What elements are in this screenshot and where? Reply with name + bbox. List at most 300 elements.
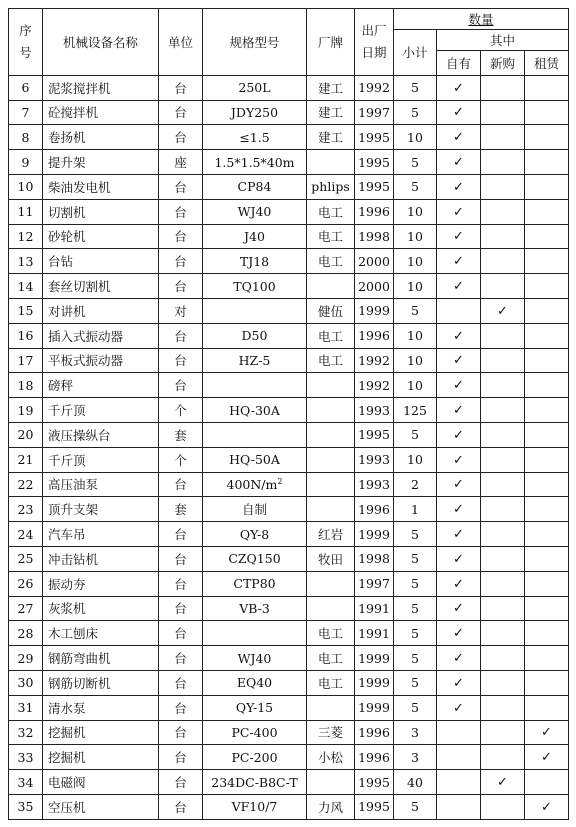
cell-qty: 10 <box>394 348 437 373</box>
cell-name: 泥浆搅拌机 <box>43 75 159 100</box>
header-new-purchase: 新购 <box>481 51 525 76</box>
header-owned: 自有 <box>437 51 481 76</box>
cell-name: 汽车吊 <box>43 522 159 547</box>
cell-new-purchase <box>481 497 525 522</box>
cell-name: 钢筋弯曲机 <box>43 646 159 671</box>
cell-owned <box>437 695 481 720</box>
cell-no: 29 <box>9 646 43 671</box>
cell-new-purchase <box>481 794 525 819</box>
cell-leased <box>525 174 569 199</box>
cell-no: 20 <box>9 422 43 447</box>
cell-name: 对讲机 <box>43 298 159 323</box>
check-mark-icon: ✓ <box>453 403 464 419</box>
cell-new-purchase <box>481 75 525 100</box>
cell-owned <box>437 274 481 299</box>
cell-new-purchase <box>481 447 525 472</box>
cell-year: 2000 <box>355 274 394 299</box>
cell-new-purchase <box>481 174 525 199</box>
cell-year: 1995 <box>355 125 394 150</box>
cell-qty: 10 <box>394 249 437 274</box>
cell-owned <box>437 174 481 199</box>
cell-leased <box>525 472 569 497</box>
cell-year: 1999 <box>355 298 394 323</box>
cell-year: 1992 <box>355 348 394 373</box>
cell-owned <box>437 373 481 398</box>
cell-year: 1998 <box>355 224 394 249</box>
table-row <box>9 794 569 819</box>
cell-leased <box>525 373 569 398</box>
cell-unit: 台 <box>159 174 203 199</box>
cell-brand: 电工 <box>307 621 355 646</box>
cell-year: 1993 <box>355 447 394 472</box>
cell-unit: 台 <box>159 695 203 720</box>
cell-qty: 10 <box>394 274 437 299</box>
table-row <box>9 323 569 348</box>
cell-model: ≤1.5 <box>203 125 307 150</box>
cell-brand: 健伍 <box>307 298 355 323</box>
cell-no: 34 <box>9 770 43 795</box>
cell-new-purchase <box>481 100 525 125</box>
cell-year: 1991 <box>355 621 394 646</box>
cell-leased <box>525 398 569 423</box>
cell-new-purchase <box>481 646 525 671</box>
cell-qty: 3 <box>394 745 437 770</box>
cell-brand <box>307 398 355 423</box>
cell-no: 33 <box>9 745 43 770</box>
table-row <box>9 199 569 224</box>
cell-year: 1995 <box>355 770 394 795</box>
check-mark-icon: ✓ <box>541 750 552 766</box>
cell-year: 1997 <box>355 571 394 596</box>
cell-no: 35 <box>9 794 43 819</box>
cell-year: 1996 <box>355 497 394 522</box>
check-mark-icon: ✓ <box>497 303 508 319</box>
check-mark-icon: ✓ <box>453 130 464 146</box>
cell-no: 22 <box>9 472 43 497</box>
cell-unit: 个 <box>159 447 203 472</box>
cell-unit: 台 <box>159 720 203 745</box>
cell-new-purchase <box>481 720 525 745</box>
header-name: 机械设备名称 <box>43 9 159 76</box>
cell-brand: 建工 <box>307 125 355 150</box>
cell-owned <box>437 646 481 671</box>
cell-model: QY-8 <box>203 522 307 547</box>
cell-model <box>203 621 307 646</box>
cell-leased <box>525 125 569 150</box>
cell-unit: 台 <box>159 794 203 819</box>
cell-year: 1992 <box>355 373 394 398</box>
cell-new-purchase <box>481 249 525 274</box>
cell-model: 234DC-B8C-T <box>203 770 307 795</box>
cell-no: 26 <box>9 571 43 596</box>
cell-qty: 5 <box>394 422 437 447</box>
cell-model: HQ-30A <box>203 398 307 423</box>
table-row <box>9 571 569 596</box>
cell-year: 1992 <box>355 75 394 100</box>
header-model: 规格型号 <box>203 9 307 76</box>
cell-no: 16 <box>9 323 43 348</box>
header-subtotal: 小计 <box>394 30 437 76</box>
cell-brand: 小松 <box>307 745 355 770</box>
cell-model: WJ40 <box>203 646 307 671</box>
cell-model: D50 <box>203 323 307 348</box>
cell-new-purchase <box>481 199 525 224</box>
cell-new-purchase <box>481 373 525 398</box>
cell-no: 32 <box>9 720 43 745</box>
cell-leased <box>525 150 569 175</box>
table-row <box>9 249 569 274</box>
cell-brand: 电工 <box>307 348 355 373</box>
cell-brand: 建工 <box>307 75 355 100</box>
table-row <box>9 621 569 646</box>
cell-year: 1996 <box>355 720 394 745</box>
cell-new-purchase <box>481 472 525 497</box>
cell-leased <box>525 100 569 125</box>
cell-unit: 台 <box>159 348 203 373</box>
check-mark-icon: ✓ <box>453 626 464 642</box>
cell-owned <box>437 621 481 646</box>
cell-brand <box>307 373 355 398</box>
table-row <box>9 472 569 497</box>
cell-year: 1995 <box>355 174 394 199</box>
cell-year: 2000 <box>355 249 394 274</box>
cell-year: 1995 <box>355 422 394 447</box>
cell-year: 1999 <box>355 646 394 671</box>
cell-model: HQ-50A <box>203 447 307 472</box>
cell-owned <box>437 249 481 274</box>
cell-model: CTP80 <box>203 571 307 596</box>
cell-new-purchase <box>481 125 525 150</box>
table-row <box>9 546 569 571</box>
cell-model: J40 <box>203 224 307 249</box>
cell-name: 切割机 <box>43 199 159 224</box>
cell-new-purchase <box>481 695 525 720</box>
cell-leased <box>525 571 569 596</box>
cell-no: 17 <box>9 348 43 373</box>
cell-new-purchase <box>481 323 525 348</box>
header-qty: 数量 <box>394 9 569 30</box>
cell-name: 挖掘机 <box>43 720 159 745</box>
cell-name: 钢筋切断机 <box>43 670 159 695</box>
cell-leased <box>525 621 569 646</box>
model-superscript: 2 <box>277 476 283 486</box>
cell-qty: 10 <box>394 199 437 224</box>
table-row <box>9 274 569 299</box>
cell-unit: 个 <box>159 398 203 423</box>
cell-qty: 10 <box>394 447 437 472</box>
cell-brand <box>307 422 355 447</box>
cell-qty: 5 <box>394 522 437 547</box>
cell-owned <box>437 745 481 770</box>
table-row <box>9 150 569 175</box>
cell-qty: 5 <box>394 794 437 819</box>
cell-year: 1997 <box>355 100 394 125</box>
check-mark-icon: ✓ <box>497 775 508 790</box>
cell-model: VB-3 <box>203 596 307 621</box>
header-date: 出厂日期 <box>355 9 394 76</box>
cell-unit: 台 <box>159 621 203 646</box>
cell-brand <box>307 447 355 472</box>
cell-brand: 电工 <box>307 670 355 695</box>
cell-model: QY-15 <box>203 695 307 720</box>
cell-new-purchase <box>481 596 525 621</box>
cell-brand: 电工 <box>307 199 355 224</box>
cell-model <box>203 298 307 323</box>
check-mark-icon: ✓ <box>453 353 464 369</box>
table-row <box>9 646 569 671</box>
cell-leased <box>525 670 569 695</box>
cell-model: TJ18 <box>203 249 307 274</box>
cell-no: 13 <box>9 249 43 274</box>
cell-leased <box>525 274 569 299</box>
cell-leased <box>525 348 569 373</box>
cell-new-purchase <box>481 670 525 695</box>
cell-owned <box>437 794 481 819</box>
check-mark-icon: ✓ <box>453 279 464 295</box>
cell-leased <box>525 745 569 770</box>
cell-name: 柴油发电机 <box>43 174 159 199</box>
cell-qty: 10 <box>394 373 437 398</box>
cell-owned <box>437 150 481 175</box>
cell-unit: 台 <box>159 125 203 150</box>
cell-leased <box>525 720 569 745</box>
cell-owned <box>437 571 481 596</box>
cell-no: 27 <box>9 596 43 621</box>
cell-new-purchase <box>481 348 525 373</box>
cell-leased <box>525 75 569 100</box>
cell-brand: 力风 <box>307 794 355 819</box>
cell-model: HZ-5 <box>203 348 307 373</box>
cell-leased <box>525 794 569 819</box>
cell-no: 7 <box>9 100 43 125</box>
cell-name: 卷扬机 <box>43 125 159 150</box>
cell-year: 1993 <box>355 398 394 423</box>
cell-brand: 电工 <box>307 646 355 671</box>
cell-no: 9 <box>9 150 43 175</box>
cell-owned <box>437 447 481 472</box>
cell-year: 1995 <box>355 150 394 175</box>
cell-model: JDY250 <box>203 100 307 125</box>
cell-name: 提升架 <box>43 150 159 175</box>
cell-name: 清水泵 <box>43 695 159 720</box>
table-row <box>9 174 569 199</box>
cell-model <box>203 373 307 398</box>
cell-leased <box>525 422 569 447</box>
check-mark-icon: ✓ <box>453 675 464 691</box>
check-mark-icon: ✓ <box>453 502 464 518</box>
cell-new-purchase <box>481 546 525 571</box>
table-row <box>9 125 569 150</box>
cell-leased <box>525 770 569 795</box>
cell-owned <box>437 770 481 795</box>
cell-model: EQ40 <box>203 670 307 695</box>
cell-model <box>203 472 307 497</box>
cell-owned <box>437 125 481 150</box>
cell-name: 千斤顶 <box>43 447 159 472</box>
table-row <box>9 447 569 472</box>
check-mark-icon: ✓ <box>453 80 464 96</box>
cell-name: 挖掘机 <box>43 745 159 770</box>
cell-unit: 台 <box>159 224 203 249</box>
cell-name: 千斤顶 <box>43 398 159 423</box>
check-mark-icon: ✓ <box>453 651 464 667</box>
cell-model: CP84 <box>203 174 307 199</box>
cell-leased <box>525 199 569 224</box>
check-mark-icon: ✓ <box>453 155 464 171</box>
cell-no: 31 <box>9 695 43 720</box>
cell-no: 21 <box>9 447 43 472</box>
cell-no: 14 <box>9 274 43 299</box>
cell-owned <box>437 670 481 695</box>
cell-no: 19 <box>9 398 43 423</box>
cell-owned <box>437 100 481 125</box>
cell-unit: 台 <box>159 596 203 621</box>
check-mark-icon: ✓ <box>453 527 464 543</box>
table-header <box>9 9 569 76</box>
cell-new-purchase <box>481 571 525 596</box>
check-mark-icon: ✓ <box>453 204 464 220</box>
table-row <box>9 745 569 770</box>
cell-no: 23 <box>9 497 43 522</box>
equipment-table <box>8 8 569 820</box>
check-mark-icon: ✓ <box>453 477 464 493</box>
cell-brand: 红岩 <box>307 522 355 547</box>
cell-no: 10 <box>9 174 43 199</box>
cell-qty: 10 <box>394 125 437 150</box>
cell-model: PC-400 <box>203 720 307 745</box>
cell-model <box>203 422 307 447</box>
check-mark-icon: ✓ <box>453 700 464 716</box>
cell-owned <box>437 472 481 497</box>
cell-new-purchase <box>481 745 525 770</box>
cell-name: 液压操纵台 <box>43 422 159 447</box>
cell-brand <box>307 497 355 522</box>
cell-leased <box>525 323 569 348</box>
cell-leased <box>525 447 569 472</box>
table-row <box>9 373 569 398</box>
check-mark-icon: ✓ <box>453 378 464 394</box>
cell-unit: 台 <box>159 75 203 100</box>
cell-unit: 台 <box>159 745 203 770</box>
cell-name: 空压机 <box>43 794 159 819</box>
table-row <box>9 100 569 125</box>
check-mark-icon: ✓ <box>453 452 464 468</box>
cell-no: 12 <box>9 224 43 249</box>
table-row <box>9 422 569 447</box>
check-mark-icon: ✓ <box>453 601 464 617</box>
cell-new-purchase <box>481 522 525 547</box>
header-of-which: 其中 <box>437 30 569 51</box>
cell-owned <box>437 398 481 423</box>
cell-model: CZQ150 <box>203 546 307 571</box>
cell-qty: 10 <box>394 323 437 348</box>
cell-no: 6 <box>9 75 43 100</box>
cell-new-purchase <box>481 770 525 795</box>
cell-no: 15 <box>9 298 43 323</box>
table-row <box>9 75 569 100</box>
cell-name: 冲击钻机 <box>43 546 159 571</box>
cell-leased <box>525 695 569 720</box>
cell-name: 台钻 <box>43 249 159 274</box>
cell-leased <box>525 224 569 249</box>
cell-brand <box>307 150 355 175</box>
cell-brand <box>307 472 355 497</box>
cell-brand <box>307 596 355 621</box>
cell-unit: 台 <box>159 100 203 125</box>
cell-no: 24 <box>9 522 43 547</box>
cell-model: PC-200 <box>203 745 307 770</box>
cell-qty: 5 <box>394 100 437 125</box>
header-brand: 厂牌 <box>307 9 355 76</box>
cell-year: 1993 <box>355 472 394 497</box>
header-unit: 单位 <box>159 9 203 76</box>
cell-brand <box>307 695 355 720</box>
table-row <box>9 497 569 522</box>
cell-qty: 5 <box>394 670 437 695</box>
cell-brand: 电工 <box>307 224 355 249</box>
check-mark-icon: ✓ <box>453 254 464 270</box>
equipment-table-page <box>8 8 569 820</box>
cell-brand: 牧田 <box>307 546 355 571</box>
check-mark-icon: ✓ <box>453 105 464 121</box>
cell-unit: 套 <box>159 422 203 447</box>
cell-qty: 125 <box>394 398 437 423</box>
cell-name: 高压油泵 <box>43 472 159 497</box>
cell-no: 18 <box>9 373 43 398</box>
cell-name: 电磁阀 <box>43 770 159 795</box>
cell-owned <box>437 522 481 547</box>
check-mark-icon: ✓ <box>453 576 464 592</box>
table-row <box>9 298 569 323</box>
table-row <box>9 224 569 249</box>
cell-unit: 台 <box>159 249 203 274</box>
cell-qty: 5 <box>394 646 437 671</box>
cell-no: 30 <box>9 670 43 695</box>
header-seq: 序号 <box>9 9 43 76</box>
cell-new-purchase <box>481 274 525 299</box>
cell-name: 砂轮机 <box>43 224 159 249</box>
cell-unit: 台 <box>159 770 203 795</box>
cell-owned <box>437 348 481 373</box>
cell-new-purchase <box>481 298 525 323</box>
cell-model: TQ100 <box>203 274 307 299</box>
cell-model: 250L <box>203 75 307 100</box>
cell-unit: 座 <box>159 150 203 175</box>
table-row <box>9 348 569 373</box>
cell-model: VF10/7 <box>203 794 307 819</box>
check-mark-icon: ✓ <box>453 229 464 245</box>
cell-unit: 台 <box>159 472 203 497</box>
cell-unit: 台 <box>159 199 203 224</box>
cell-brand: 建工 <box>307 100 355 125</box>
cell-year: 1991 <box>355 596 394 621</box>
table-row <box>9 522 569 547</box>
cell-owned <box>437 199 481 224</box>
cell-name: 木工刨床 <box>43 621 159 646</box>
check-mark-icon: ✓ <box>453 179 464 195</box>
cell-brand <box>307 274 355 299</box>
cell-owned <box>437 298 481 323</box>
cell-model: WJ40 <box>203 199 307 224</box>
cell-unit: 台 <box>159 670 203 695</box>
cell-year: 1998 <box>355 546 394 571</box>
cell-qty: 5 <box>394 596 437 621</box>
cell-qty: 5 <box>394 546 437 571</box>
cell-year: 1996 <box>355 745 394 770</box>
cell-brand: 三菱 <box>307 720 355 745</box>
cell-year: 1999 <box>355 670 394 695</box>
cell-leased <box>525 596 569 621</box>
